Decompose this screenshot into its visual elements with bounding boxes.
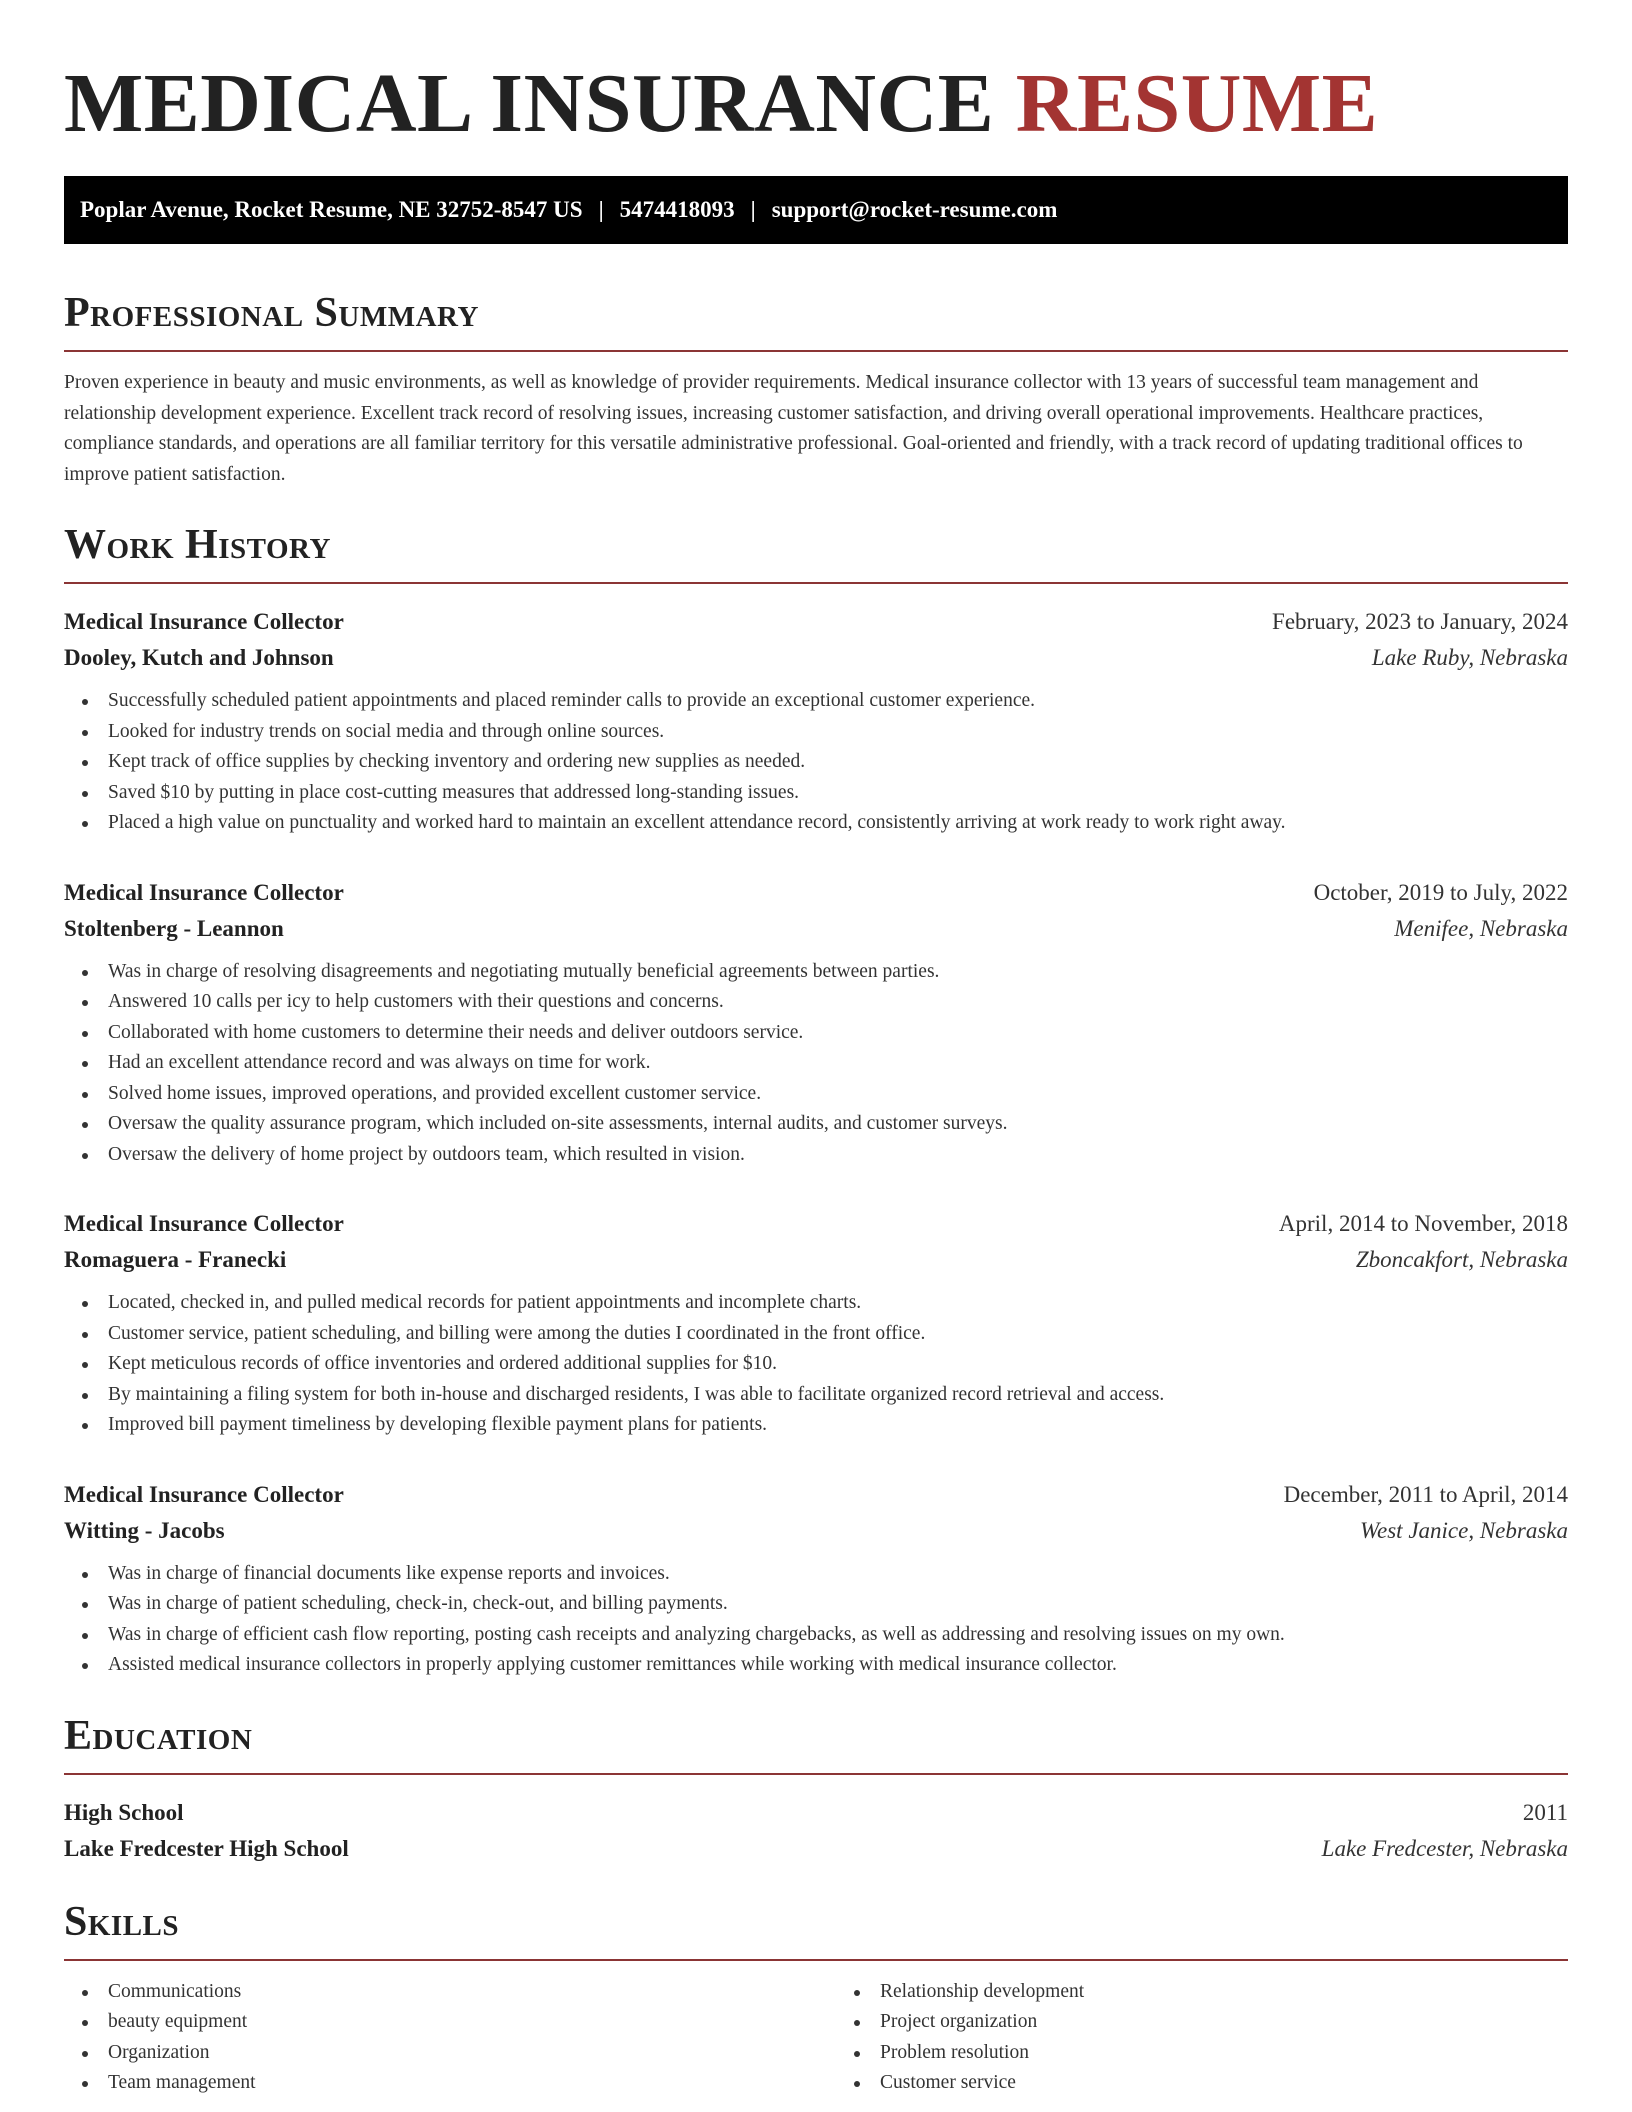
contact-email: support@rocket-resume.com xyxy=(771,197,1058,222)
skills-column-left xyxy=(64,1977,796,2099)
skill-item: Customer service xyxy=(836,2068,1568,2099)
job-dates: October, 2019 to July, 2022 xyxy=(1313,879,1568,905)
section-heading: Skills xyxy=(64,1898,180,1945)
skill-item: Relationship development xyxy=(836,1977,1568,2008)
job-bullet: Had an excellent attendance record and was always on time for work. xyxy=(64,1048,1568,1079)
job-bullet-list xyxy=(64,1288,1568,1441)
job-bullet: Saved $10 by putting in place cost-cutting measures that addressed long-standing issues. xyxy=(64,778,1568,809)
education-location: Lake Fredcester, Nebraska xyxy=(1321,1835,1568,1861)
section-divider xyxy=(64,1773,1568,1775)
job-title: Medical Insurance Collector xyxy=(64,1481,344,1507)
section-divider xyxy=(64,350,1568,352)
job-company-row xyxy=(64,1242,1568,1278)
job-entry xyxy=(64,1477,1568,1681)
job-company-row xyxy=(64,640,1568,676)
job-bullet: Solved home issues, improved operations, and provided excellent customer service. xyxy=(64,1079,1568,1110)
contact-phone: 5474418093 xyxy=(619,197,735,222)
job-bullet: Oversaw the delivery of home project by outdoors team, which resulted in vision. xyxy=(64,1140,1568,1171)
job-header-row xyxy=(64,875,1568,911)
contact-separator: | xyxy=(750,197,756,222)
job-bullet: Improved bill payment timeliness by developing flexible payment plans for patients. xyxy=(64,1410,1568,1441)
job-header-row xyxy=(64,1477,1568,1513)
job-list xyxy=(64,604,1568,1681)
job-bullet: Assisted medical insurance collectors in properly applying customer remittances while working with medical insurance collector. xyxy=(64,1650,1568,1681)
job-bullet: Was in charge of patient scheduling, check-in, check-out, and billing payments. xyxy=(64,1589,1568,1620)
job-dates: February, 2023 to January, 2024 xyxy=(1272,609,1568,634)
education-entry xyxy=(64,1795,1568,1867)
title-main: MEDICAL INSURANCE xyxy=(64,57,995,150)
job-bullet: By maintaining a filing system for both in-house and discharged residents, I was able to facilitate organized record retrieval and access. xyxy=(64,1380,1568,1411)
contact-separator: | xyxy=(598,197,604,222)
job-bullet: Kept track of office supplies by checking inventory and ordering new supplies as needed. xyxy=(64,747,1568,778)
job-header-row xyxy=(64,1206,1568,1242)
skill-item: Team management xyxy=(64,2068,796,2099)
section-heading: Professional Summary xyxy=(64,290,479,336)
job-bullet: Oversaw the quality assurance program, which included on-site assessments, internal audits, and customer surveys. xyxy=(64,1109,1568,1140)
skill-item: Communications xyxy=(64,1977,796,2008)
professional-summary-section xyxy=(64,288,1568,490)
job-dates: April, 2014 to November, 2018 xyxy=(1278,1211,1568,1236)
job-bullet: Was in charge of resolving disagreements and negotiating mutually beneficial agreements between parties. xyxy=(64,957,1568,988)
job-company-row xyxy=(64,911,1568,947)
job-company: Witting - Jacobs xyxy=(64,1517,225,1543)
skill-item: Organization xyxy=(64,2038,796,2069)
resume-title xyxy=(64,58,1568,150)
contact-bar xyxy=(64,176,1568,244)
section-heading: Education xyxy=(64,1712,253,1759)
job-bullet: Answered 10 calls per icy to help customers with their questions and concerns. xyxy=(64,987,1568,1018)
skill-item: Project organization xyxy=(836,2007,1568,2038)
section-divider xyxy=(64,582,1568,584)
job-bullet: Looked for industry trends on social media and through online sources. xyxy=(64,717,1568,748)
job-location: Zboncakfort, Nebraska xyxy=(1355,1247,1568,1272)
title-accent: RESUME xyxy=(1015,57,1379,150)
job-company: Dooley, Kutch and Johnson xyxy=(64,645,334,670)
skills-grid xyxy=(64,1977,1568,2099)
job-company-row xyxy=(64,1513,1568,1549)
job-bullet: Customer service, patient scheduling, and billing were among the duties I coordinated in the front office. xyxy=(64,1319,1568,1350)
job-title: Medical Insurance Collector xyxy=(64,609,344,634)
job-entry xyxy=(64,1206,1568,1441)
job-title: Medical Insurance Collector xyxy=(64,1211,344,1236)
education-school: Lake Fredcester High School xyxy=(64,1835,349,1861)
contact-address: Poplar Avenue, Rocket Resume, NE 32752-8547 US xyxy=(80,197,583,222)
work-history-section xyxy=(64,520,1568,1681)
job-bullet: Collaborated with home customers to determine their needs and deliver outdoors service. xyxy=(64,1018,1568,1049)
job-bullet: Located, checked in, and pulled medical records for patient appointments and incomplete charts. xyxy=(64,1288,1568,1319)
job-company: Stoltenberg - Leannon xyxy=(64,915,284,941)
job-entry xyxy=(64,604,1568,839)
job-bullet: Was in charge of efficient cash flow reporting, posting cash receipts and analyzing chargebacks, as well as addressing and resolving issues on my own. xyxy=(64,1620,1568,1651)
skills-section xyxy=(64,1897,1568,2099)
summary-text: Proven experience in beauty and music environments, as well as knowledge of provider requirements. Medical insurance collector with 13 years of successful team management and relationship development experience. Excellent track record of resolving issues, increasing customer satisfaction, and driving overall operational improvements. Healthcare practices, compliance standards, and operations are all familiar territory for this versatile administrative professional. Goal-oriented and friendly, with a track record of updating traditional offices to improve patient satisfaction. xyxy=(64,372,1523,485)
job-location: Lake Ruby, Nebraska xyxy=(1371,645,1568,670)
education-row xyxy=(64,1831,1568,1867)
education-year: 2011 xyxy=(1522,1799,1568,1825)
section-divider xyxy=(64,1959,1568,1961)
job-company: Romaguera - Franecki xyxy=(64,1247,287,1272)
job-location: West Janice, Nebraska xyxy=(1359,1517,1568,1543)
job-location: Menifee, Nebraska xyxy=(1394,915,1568,941)
section-heading: Work History xyxy=(64,522,331,568)
job-bullet-list xyxy=(64,957,1568,1171)
job-title: Medical Insurance Collector xyxy=(64,879,344,905)
job-bullet-list xyxy=(64,686,1568,839)
skills-column-right xyxy=(836,1977,1568,2099)
job-dates: December, 2011 to April, 2014 xyxy=(1283,1481,1568,1507)
education-section xyxy=(64,1711,1568,1867)
job-bullet: Was in charge of financial documents like expense reports and invoices. xyxy=(64,1559,1568,1590)
job-bullet: Placed a high value on punctuality and worked hard to maintain an excellent attendance record, consistently arriving at work ready to work right away. xyxy=(64,808,1568,839)
job-bullet-list xyxy=(64,1559,1568,1681)
job-entry xyxy=(64,875,1568,1171)
skill-item: beauty equipment xyxy=(64,2007,796,2038)
job-bullet: Kept meticulous records of office inventories and ordered additional supplies for $10. xyxy=(64,1349,1568,1380)
education-degree: High School xyxy=(64,1799,184,1825)
job-header-row xyxy=(64,604,1568,640)
education-row xyxy=(64,1795,1568,1831)
skill-item: Problem resolution xyxy=(836,2038,1568,2069)
job-bullet: Successfully scheduled patient appointments and placed reminder calls to provide an exceptional customer experience. xyxy=(64,686,1568,717)
